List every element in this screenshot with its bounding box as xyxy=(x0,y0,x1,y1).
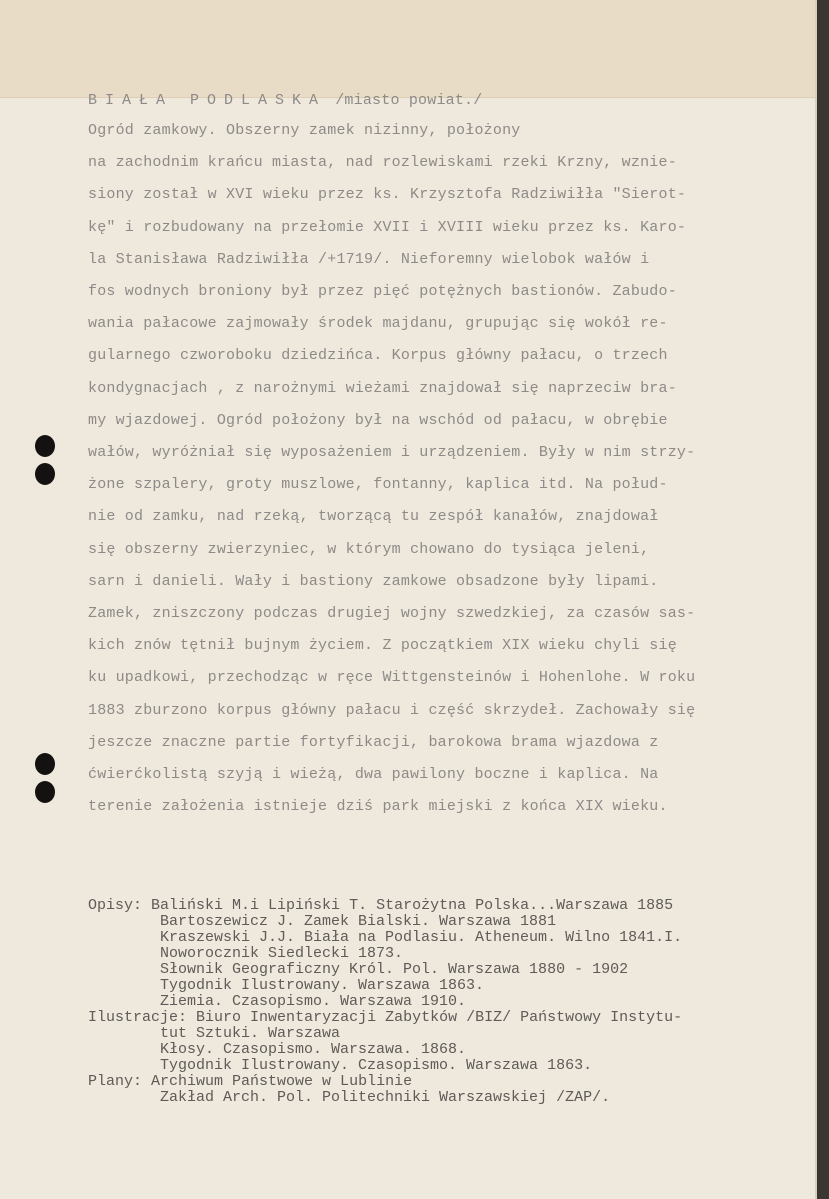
reference-text: Archiwum Państwowe w Lublinie xyxy=(151,1073,413,1090)
reference-label: Plany: xyxy=(88,1073,143,1090)
body-line: kę" i rozbudowany na przełomie XVII i XVIII wieku przez ks. Karo- xyxy=(88,218,687,236)
reference-entry xyxy=(88,930,682,946)
body-line: siony został w XVI wieku przez ks. Krzysztofa Radziwiłła "Sierot- xyxy=(88,186,687,204)
reference-text: Tygodnik Ilustrowany. Warszawa 1863. xyxy=(160,977,485,994)
reference-entry xyxy=(88,1090,682,1106)
body-line: fos wodnych broniony był przez pięć potężnych bastionów. Zabudo- xyxy=(88,283,677,300)
punch-hole xyxy=(35,781,55,803)
reference-text: Biuro Inwentaryzacji Zabytków /BIZ/ Państwowy Instytu- xyxy=(196,1009,683,1026)
reference-label: Ilustracje: xyxy=(88,1009,188,1026)
body-line: jeszcze znaczne partie fortyfikacji, barokowa brama wjazdowa z xyxy=(88,733,659,751)
punch-hole xyxy=(35,753,55,775)
body-line: nie od zamku, nad rzeką, tworzącą tu zespół kanałów, znajdował xyxy=(88,508,659,526)
body-line: 1883 zburzono korpus główny pałacu i część skrzydeł. Zachowały się xyxy=(88,701,696,719)
town-name: BIAŁA PODLASKA xyxy=(88,92,327,109)
body-line: wałów, wyróżniał się wyposażeniem i urządzeniem. Były w nim strzy- xyxy=(88,444,696,461)
town-qualifier: /miasto powiat./ xyxy=(335,92,483,109)
reference-entry xyxy=(88,898,682,914)
reference-text: Baliński M.i Lipiński T. Starożytna Polska...Warszawa 1885 xyxy=(151,897,674,914)
reference-text: Noworocznik Siedlecki 1873. xyxy=(160,945,404,962)
reference-text: Ziemia. Czasopismo. Warszawa 1910. xyxy=(160,993,467,1010)
punch-hole xyxy=(35,463,55,485)
reference-entry xyxy=(88,914,682,930)
punch-hole xyxy=(35,435,55,457)
body-line: la Stanisława Radziwiłła /+1719/. Nieforemny wielobok wałów i xyxy=(88,250,650,268)
reference-text: tut Sztuki. Warszawa xyxy=(160,1025,341,1042)
reference-entry xyxy=(88,978,682,994)
reference-text: Zakład Arch. Pol. Politechniki Warszawskiej /ZAP/. xyxy=(160,1089,611,1106)
reference-text: Słownik Geograficzny Król. Pol. Warszawa 1880 - 1902 xyxy=(160,961,629,978)
reference-text: Bartoszewicz J. Zamek Bialski. Warszawa 1881 xyxy=(160,913,557,930)
reference-label: Opisy: xyxy=(88,897,143,914)
reference-entry xyxy=(88,1042,682,1058)
body-line: sarn i danieli. Wały i bastiony zamkowe obsadzone były lipami. xyxy=(88,572,659,590)
reference-entry xyxy=(88,994,682,1010)
body-line: Ogród zamkowy. Obszerny zamek nizinny, położony xyxy=(88,122,521,139)
body-line: ku upadkowi, przechodząc w ręce Wittgensteinów i Hohenlohe. W roku xyxy=(88,669,696,687)
reference-entry xyxy=(88,1026,682,1042)
body-line: kich znów tętnił bujnym życiem. Z początkiem XIX wieku chyli się xyxy=(88,637,677,655)
references-section xyxy=(88,898,682,1106)
body-line: gularnego czworoboku dziedzińca. Korpus główny pałacu, o trzech xyxy=(88,347,668,365)
reference-text: Kłosy. Czasopismo. Warszawa. 1868. xyxy=(160,1041,467,1058)
reference-entry xyxy=(88,1010,682,1026)
body-line: żone szpalery, groty muszlowe, fontanny, kaplica itd. Na połud- xyxy=(88,476,668,494)
body-line: na zachodnim krańcu miasta, nad rozlewiskami rzeki Krzny, wznie- xyxy=(88,154,677,172)
reference-text: Tygodnik Ilustrowany. Czasopismo. Warszawa 1863. xyxy=(160,1057,593,1074)
reference-entry xyxy=(88,1074,682,1090)
document-heading xyxy=(88,92,482,109)
reference-entry xyxy=(88,962,682,978)
reference-entry xyxy=(88,946,682,962)
index-card-tab xyxy=(0,0,815,98)
reference-entry xyxy=(88,1058,682,1074)
body-line: Zamek, zniszczony podczas drugiej wojny szwedzkiej, za czasów sas- xyxy=(88,605,696,622)
body-line: ćwierćkolistą szyją i wieżą, dwa pawilony boczne i kaplica. Na xyxy=(88,766,659,783)
body-line: kondygnacjach , z narożnymi wieżami znajdował się naprzeciw bra- xyxy=(88,379,677,397)
body-line: się obszerny zwierzyniec, w którym chowano do tysiąca jeleni, xyxy=(88,540,650,558)
body-line: terenie założenia istnieje dziś park miejski z końca XIX wieku. xyxy=(88,798,668,816)
body-line: wania pałacowe zajmowały środek majdanu, grupując się wokół re- xyxy=(88,315,668,333)
reference-text: Kraszewski J.J. Biała na Podlasiu. Atheneum. Wilno 1841.I. xyxy=(160,929,683,946)
body-line: my wjazdowej. Ogród położony był na wschód od pałacu, w obrębie xyxy=(88,411,668,429)
